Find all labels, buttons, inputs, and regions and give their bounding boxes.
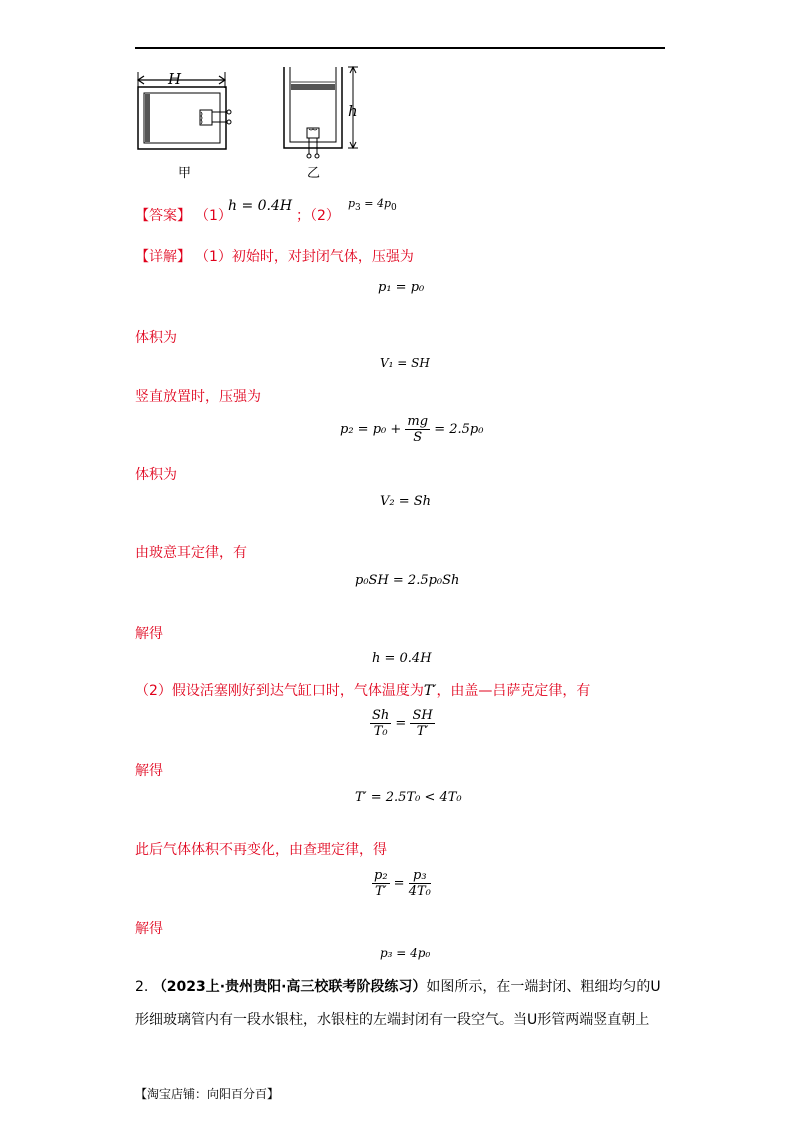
- explain-line-2: 体积为: [135, 330, 177, 346]
- explain-line-6: 解得: [135, 626, 163, 642]
- explain-line-7: （2）假设活塞刚好到达气缸口时，气体温度为T′，由盖—吕萨克定律，有: [135, 683, 591, 699]
- explain-line-3: 竖直放置时，压强为: [135, 389, 261, 405]
- explain-line-10: 解得: [135, 921, 163, 937]
- equation-gay-lussac: $\frac{Sh}{\text{T₀}}$ = $\frac{SH}{T'}$: [372, 708, 433, 739]
- equation-p3: p₃ = 4p₀: [380, 946, 431, 960]
- yi-caption: 乙: [307, 166, 321, 181]
- explain-line-5: 由玻意耳定律，有: [135, 545, 247, 561]
- jia-dim-label: H: [168, 70, 182, 88]
- equation-v2: V₂ = Sh: [380, 494, 432, 509]
- answer-separator: ；（2）: [296, 208, 340, 224]
- answer-part1-equation: h = 0.4H: [228, 198, 293, 214]
- jia-caption: 甲: [178, 166, 192, 181]
- equation-v1: V₁ = SH: [380, 356, 430, 370]
- question-source: （2023上·贵州贵阳·高三校联考阶段练习）: [152, 979, 427, 995]
- answer-part2-equation: $p_3 = 4p_0$: [348, 197, 397, 213]
- question-2-line-1: 2. （2023上·贵州贵阳·高三校联考阶段练习）如图所示，在一端封闭、粗细均匀的U: [135, 979, 661, 995]
- equation-temperature: T′ = 2.5T₀ < 4T₀: [355, 790, 462, 805]
- equation-boyle: p₀SH = 2.5p₀Sh: [355, 573, 460, 588]
- temperature-t-prime: T′: [423, 683, 437, 699]
- equation-h: h = 0.4H: [372, 651, 432, 666]
- equation-charles: $\frac{\text{p₂}}{T'}$ = $\frac{\text{p₃}}{\text{4T₀}}$: [374, 868, 431, 899]
- explain-line-8: 解得: [135, 763, 163, 779]
- question-2-line-2: 形细玻璃管内有一段水银柱，水银柱的左端封闭有一段空气。当U形管两端竖直朝上: [135, 1012, 650, 1028]
- header-rule: [135, 47, 665, 49]
- footer-shop-text: 【淘宝店铺：向阳百分百】: [135, 1087, 280, 1101]
- answer-tag: 【答案】: [135, 208, 191, 224]
- answer-part1: （1）: [195, 208, 232, 224]
- equation-p2: p₂ = p₀ + $\frac{mg}{S}$ = 2.5p₀: [340, 414, 484, 445]
- explain-tag: 【详解】: [135, 249, 191, 265]
- equation-p1: p₁ = p₀: [378, 280, 425, 295]
- question-number: 2.: [135, 979, 149, 995]
- explain-line-4: 体积为: [135, 467, 177, 483]
- explain-line-1: （1）初始时，对封闭气体，压强为: [195, 249, 414, 265]
- explain-line-9: 此后气体体积不再变化，由查理定律，得: [135, 842, 387, 858]
- yi-dim-label: h: [348, 102, 358, 120]
